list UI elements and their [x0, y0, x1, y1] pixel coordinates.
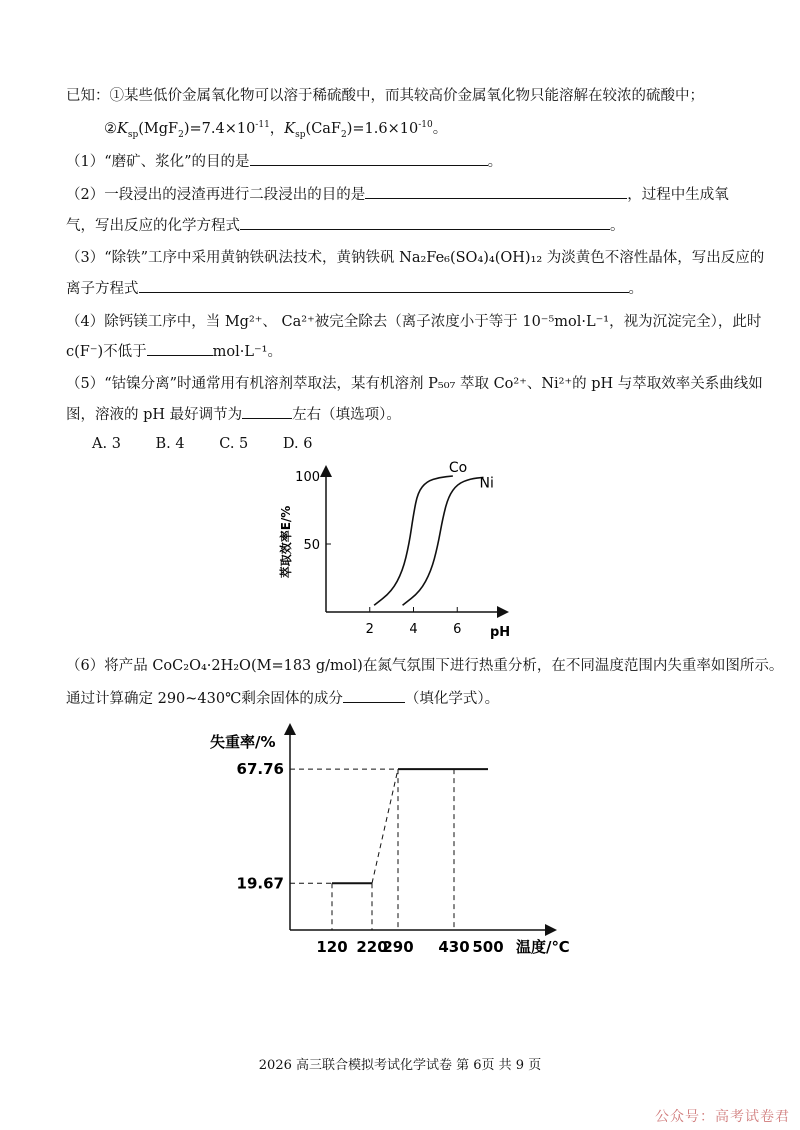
answer-blank[interactable]: [242, 404, 292, 419]
answer-blank[interactable]: [365, 184, 627, 199]
option-d[interactable]: D. 6: [282, 436, 313, 452]
x-tick-label: 2: [365, 622, 374, 637]
x-tick-label: 430: [438, 938, 470, 956]
question-5: （5）“钴镍分离”时通常用有机溶剂萃取法，某有机溶剂 P₅₀₇ 萃取 Co²⁺、Ni²⁺的 pH 与萃取效率关系曲线如: [66, 376, 763, 392]
y-axis-label: 失重率/%: [210, 733, 276, 751]
x-tick-label: 6: [453, 622, 462, 637]
question-4-cont: c(F⁻)不低于 mol·L⁻¹。: [66, 340, 282, 361]
question-4: （4）除钙镁工序中，当 Mg²⁺、 Ca²⁺被完全除去（离子浓度小于等于 10⁻⁵mol·L⁻¹，视为沉淀完全），此时: [66, 314, 762, 330]
series-label-ni: Ni: [479, 475, 494, 492]
y-axis-label: 萃取效率E/%: [279, 505, 293, 579]
question-2-cont: 气，写出反应的化学方程式 。: [66, 214, 625, 235]
y-tick-label: 50: [303, 538, 320, 553]
x-axis-label: 温度/℃: [516, 938, 570, 956]
transition-line: [372, 769, 398, 883]
answer-blank[interactable]: [147, 341, 213, 356]
watermark: 公众号：高考试卷君: [655, 1109, 790, 1125]
series-curve-co: [374, 476, 453, 605]
option-c[interactable]: C. 5: [219, 436, 249, 452]
x-tick-label: 500: [472, 938, 504, 956]
answer-blank[interactable]: [240, 215, 610, 230]
options-row: [92, 436, 342, 452]
answer-blank[interactable]: [250, 151, 488, 166]
x-tick-label: 220: [356, 938, 388, 956]
y-tick-label: 67.76: [236, 760, 284, 779]
series-curve-ni: [403, 477, 484, 605]
question-6: （6）将产品 CoC₂O₄·2H₂O(M=183 g/mol)在氮气氛围下进行热重分析，在不同温度范围内失重率如图所示。: [66, 658, 784, 674]
answer-blank[interactable]: [139, 278, 629, 293]
question-1: （1）“磨矿、浆化”的目的是 。: [66, 150, 502, 171]
option-b[interactable]: B. 4: [155, 436, 185, 452]
question-2: （2）一段浸出的浸渣再进行二段浸出的目的是 ，过程中生成氧: [66, 183, 729, 204]
question-3-cont: 离子方程式 。: [66, 277, 643, 298]
extraction-chart: [270, 460, 520, 650]
y-tick-label: 100: [295, 470, 320, 485]
question-6-cont: 通过计算确定 290~430℃剩余固体的成分 （填化学式）。: [66, 687, 499, 708]
question-3: （3）“除铁”工序中采用黄钠铁矾法技术，黄钠铁矾 Na₂Fe₆(SO₄)₄(OH)₁₂ 为淡黄色不溶性晶体，写出反应的: [66, 250, 765, 266]
x-tick-label: 120: [316, 938, 348, 956]
x-tick-label: 4: [409, 622, 418, 637]
ksp-line: $②K_{sp}(MgF_2)=7.4\times 10^{-11}$，$K_{sp}(CaF_2)=1.6\times 10^{-10}$。: [104, 120, 448, 140]
answer-blank[interactable]: [343, 688, 405, 703]
question-5-cont: 图，溶液的 pH 最好调节为 左右（填选项）。: [66, 403, 401, 424]
y-tick-label: 19.67: [236, 874, 284, 893]
thermogravimetric-chart: [200, 716, 600, 966]
known-text: 已知：①某些低价金属氧化物可以溶于稀硫酸中，而其较高价金属氧化物只能溶解在较浓的硫酸中；: [66, 88, 704, 104]
option-a[interactable]: A. 3: [92, 436, 121, 452]
page-footer: 2026 高三联合模拟考试化学试卷 第 6页 共 9 页: [258, 1058, 542, 1073]
x-axis-label: pH: [490, 625, 511, 640]
x-tick-label: 290: [382, 938, 414, 956]
series-label-co: Co: [448, 460, 468, 476]
